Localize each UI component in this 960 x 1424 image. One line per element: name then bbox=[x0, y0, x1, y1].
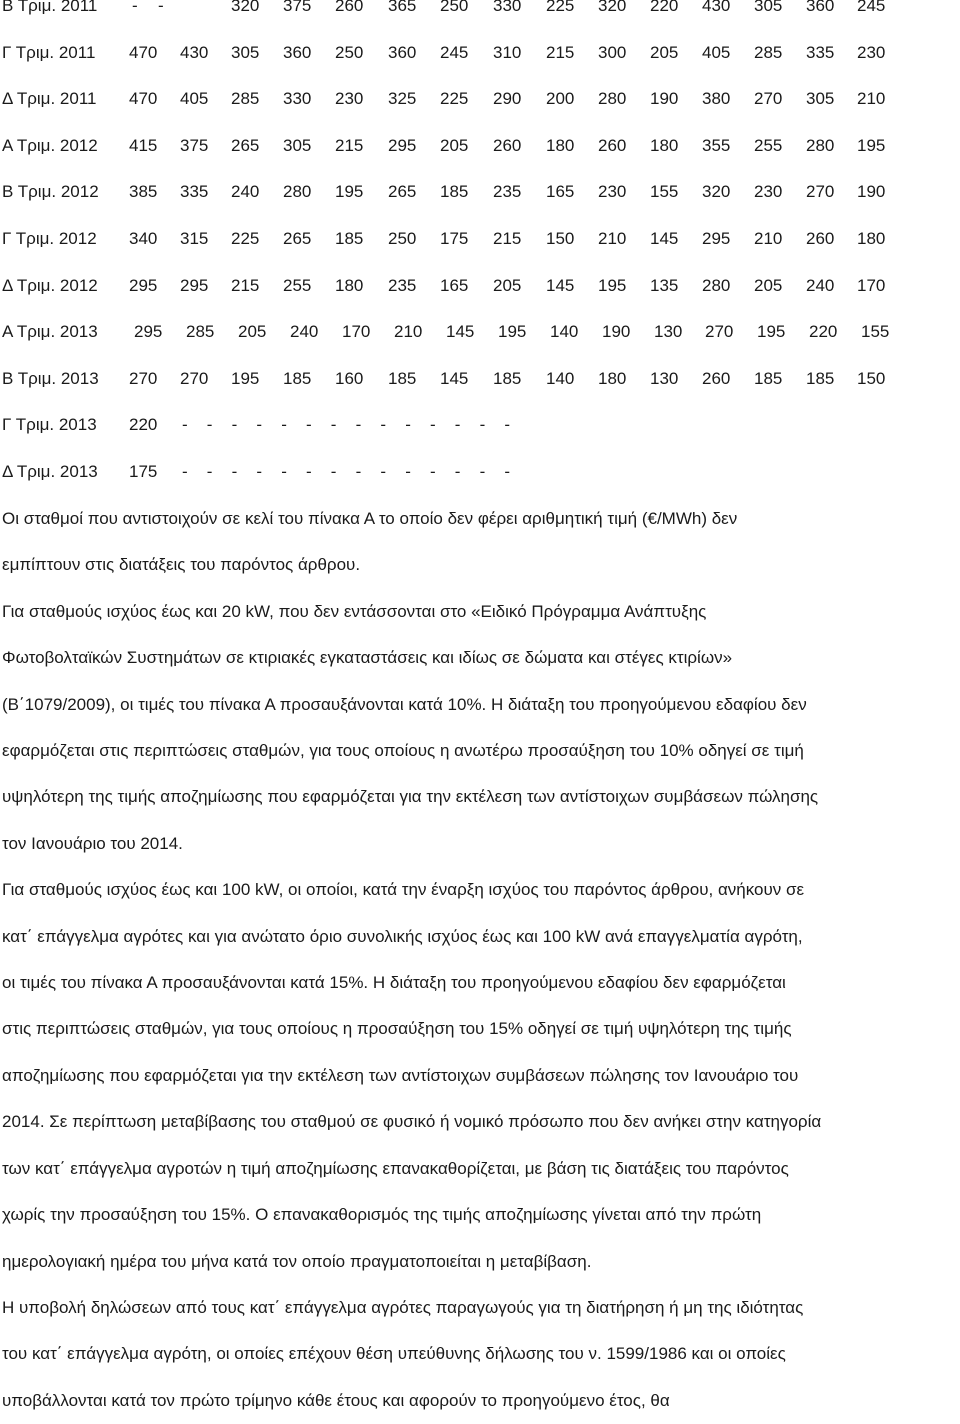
value-cell: 180 bbox=[335, 275, 364, 295]
value-cell: 335 bbox=[806, 42, 835, 62]
value-cell: 260 bbox=[702, 368, 731, 388]
value-cell: - bbox=[256, 462, 263, 481]
value-cell: - bbox=[355, 462, 362, 481]
text-line: 2014. Σε περίπτωση μεταβίβασης του σταθμού σε φυσικό ή νομικό πρόσωπο που δεν ανήκει στην κατηγορία bbox=[2, 1112, 822, 1132]
value-cell: 145 bbox=[446, 322, 475, 342]
value-cell: 225 bbox=[440, 89, 469, 109]
value-cell: 190 bbox=[857, 182, 886, 202]
value-cell: 195 bbox=[335, 182, 364, 202]
table-row bbox=[0, 43, 960, 71]
value-cell: 165 bbox=[546, 182, 575, 202]
value-cell: 320 bbox=[231, 0, 260, 15]
value-cell: 205 bbox=[440, 135, 469, 155]
value-cell: 305 bbox=[754, 0, 783, 15]
table-row bbox=[0, 462, 960, 490]
table-row bbox=[0, 136, 960, 164]
period-cell: Β Τριμ. 2011 bbox=[2, 0, 98, 15]
text-line: Για σταθμούς ισχύος έως και 20 kW, που δεν εντάσσονται στο «Ειδικό Πρόγραμμα Ανάπτυξης bbox=[2, 601, 707, 621]
text-line: εφαρμόζεται στις περιπτώσεις σταθμών, για τους οποίους η ανωτέρω προσαύξηση του 10% οδηγεί σε τιμή bbox=[2, 741, 804, 761]
value-cell: 195 bbox=[231, 368, 260, 388]
body-text bbox=[2, 496, 957, 1424]
value-cell: 140 bbox=[546, 368, 575, 388]
table-row bbox=[0, 322, 960, 350]
value-cell: 185 bbox=[754, 368, 783, 388]
value-cell: 190 bbox=[602, 322, 631, 342]
value-cell: 155 bbox=[650, 182, 679, 202]
value-cell: 270 bbox=[806, 182, 835, 202]
value-cell: 270 bbox=[129, 368, 158, 388]
period-cell: Γ Τριμ. 2011 bbox=[2, 42, 96, 62]
table-row bbox=[0, 89, 960, 117]
value-cell: 295 bbox=[180, 275, 209, 295]
value-cell: 160 bbox=[335, 368, 364, 388]
value-cell: 195 bbox=[757, 322, 786, 342]
text-line: υποβάλλονται κατά τον πρώτο τρίμηνο κάθε έτους και αφορούν το προηγούμενο έτος, θα bbox=[2, 1390, 670, 1410]
value-cell: 130 bbox=[654, 322, 683, 342]
value-cell: 295 bbox=[702, 229, 731, 248]
value-cell: - bbox=[504, 462, 511, 481]
value-cell: 260 bbox=[493, 135, 522, 155]
table-row bbox=[0, 415, 960, 443]
period-cell: Β Τριμ. 2013 bbox=[2, 368, 99, 388]
value-cell: 210 bbox=[394, 322, 423, 342]
value-cell: 430 bbox=[702, 0, 731, 15]
value-cell: 170 bbox=[857, 275, 886, 295]
text-line: αποζημίωσης που εφαρμόζεται για την εκτέλεση των αντίστοιχων συμβάσεων πώλησης τον Ιανουάριο του bbox=[2, 1065, 799, 1085]
value-cell: 470 bbox=[129, 42, 158, 62]
value-cell: 375 bbox=[283, 0, 312, 15]
value-cell: 230 bbox=[598, 182, 627, 202]
value-cell: - bbox=[231, 462, 238, 481]
value-cell: - bbox=[405, 415, 411, 435]
text-line: Φωτοβολταϊκών Συστημάτων σε κτιριακές εγκαταστάσεις και ιδίως σε δώματα και στέγες κτιρίων» bbox=[2, 648, 733, 668]
value-cell: 240 bbox=[290, 322, 319, 342]
text-line: Για σταθμούς ισχύος έως και 100 kW, οι οποίοι, κατά την έναρξη ισχύος του παρόντος άρθρου, ανήκουν σε bbox=[2, 880, 805, 900]
period-cell: Δ Τριμ. 2011 bbox=[2, 89, 97, 109]
value-cell: 240 bbox=[231, 182, 260, 202]
value-cell: 270 bbox=[705, 322, 734, 342]
text-line: Η υποβολή δηλώσεων από τους κατ΄ επάγγελμα αγρότες παραγωγούς για τη διατήρηση ή μη της ιδιότητας bbox=[2, 1297, 804, 1317]
period-cell: Β Τριμ. 2012 bbox=[2, 182, 99, 202]
value-cell: 225 bbox=[231, 229, 260, 248]
value-cell: 195 bbox=[857, 135, 886, 155]
value-cell: 180 bbox=[598, 368, 627, 388]
value-cell: 255 bbox=[754, 135, 783, 155]
value-cell: 225 bbox=[546, 0, 575, 15]
value-cell: - bbox=[454, 415, 461, 435]
value-cell: 230 bbox=[857, 42, 886, 62]
value-cell: 360 bbox=[283, 42, 312, 62]
value-cell: 175 bbox=[129, 462, 158, 481]
value-cell: 295 bbox=[134, 322, 163, 342]
value-cell: 285 bbox=[754, 42, 783, 62]
value-cell: - bbox=[479, 415, 486, 435]
value-cell: - bbox=[281, 462, 287, 481]
value-cell: 205 bbox=[650, 42, 679, 62]
value-cell: 185 bbox=[283, 368, 312, 388]
value-cell: 245 bbox=[857, 0, 886, 15]
value-cell: 280 bbox=[598, 89, 627, 109]
value-cell: 335 bbox=[180, 182, 209, 202]
value-cell: 175 bbox=[440, 229, 469, 248]
value-cell: 185 bbox=[806, 368, 835, 388]
value-cell: 150 bbox=[857, 368, 886, 388]
value-cell: 185 bbox=[493, 368, 522, 388]
value-cell: 310 bbox=[493, 42, 522, 62]
text-line: του κατ΄ επάγγελμα αγρότη, οι οποίες επέχουν θέση υπεύθυνης δήλωσης του ν. 1599/1986 και οι οποίες bbox=[2, 1344, 786, 1364]
value-cell: 290 bbox=[493, 89, 522, 109]
value-cell: 305 bbox=[806, 89, 835, 109]
value-cell: 270 bbox=[180, 368, 209, 388]
value-cell: 220 bbox=[129, 415, 158, 435]
value-cell: 230 bbox=[335, 89, 364, 109]
value-cell: 140 bbox=[550, 322, 579, 342]
value-cell: 215 bbox=[335, 135, 364, 155]
value-cell: 365 bbox=[388, 0, 417, 15]
value-cell: 155 bbox=[861, 322, 890, 342]
value-cell: - bbox=[256, 415, 263, 435]
value-cell: 260 bbox=[806, 229, 835, 248]
value-cell: 265 bbox=[283, 229, 312, 248]
value-cell: 220 bbox=[650, 0, 679, 15]
text-line: οι τιμές του πίνακα Α προσαυξάνονται κατά 15%. Η διάταξη του προηγούμενου εδαφίου δεν εφαρμόζεται bbox=[2, 973, 786, 993]
value-cell: 260 bbox=[598, 135, 627, 155]
value-cell: 315 bbox=[180, 229, 209, 248]
table-row bbox=[0, 0, 960, 24]
value-cell: 210 bbox=[857, 89, 886, 109]
text-line: των κατ΄ επάγγελμα αγροτών η τιμή αποζημίωσης επανακαθορίζεται, με βάση τις διατάξεις του παρόντος bbox=[2, 1158, 789, 1178]
text-line: κατ΄ επάγγελμα αγρότες και για ανώτατο όριο συνολικής ισχύος έως και 100 kW ανά επαγγελματία αγρότη, bbox=[2, 926, 803, 946]
value-cell: 265 bbox=[388, 182, 417, 202]
value-cell: 280 bbox=[702, 275, 731, 295]
value-cell: 145 bbox=[440, 368, 469, 388]
value-cell: 245 bbox=[440, 42, 469, 62]
value-cell: 305 bbox=[283, 135, 312, 155]
value-cell: - bbox=[355, 415, 362, 435]
value-cell: 340 bbox=[129, 229, 158, 248]
value-cell: - bbox=[430, 462, 436, 481]
value-cell: 205 bbox=[754, 275, 783, 295]
table-row bbox=[0, 229, 960, 257]
value-cell: - bbox=[206, 462, 213, 481]
value-cell: 230 bbox=[754, 182, 783, 202]
value-cell: 235 bbox=[388, 275, 417, 295]
table-row bbox=[0, 276, 960, 304]
value-cell: 180 bbox=[546, 135, 575, 155]
value-cell: 265 bbox=[231, 135, 260, 155]
value-cell: 360 bbox=[388, 42, 417, 62]
value-cell: 295 bbox=[388, 135, 417, 155]
value-cell: 150 bbox=[546, 229, 575, 248]
value-cell: - bbox=[306, 462, 312, 481]
value-cell: - bbox=[504, 415, 511, 435]
value-cell: 330 bbox=[493, 0, 522, 15]
value-cell: 360 bbox=[806, 0, 835, 15]
value-cell: 185 bbox=[335, 229, 364, 248]
value-cell: 320 bbox=[598, 0, 627, 15]
value-cell: 200 bbox=[546, 89, 575, 109]
value-cell: 170 bbox=[342, 322, 371, 342]
text-line: Οι σταθμοί που αντιστοιχούν σε κελί του πίνακα Α το οποίο δεν φέρει αριθμητική τιμή (€/MWh) δεν bbox=[2, 509, 738, 528]
text-line: ημερολογιακή ημέρα του μήνα κατά τον οποίο πραγματοποιείται η μεταβίβαση. bbox=[2, 1251, 592, 1271]
value-cell: 205 bbox=[493, 275, 522, 295]
value-cell: 300 bbox=[598, 42, 627, 62]
value-cell: 210 bbox=[754, 229, 783, 248]
value-cell: - bbox=[231, 415, 238, 435]
value-cell: 165 bbox=[440, 275, 469, 295]
text-line: εμπίπτουν στις διατάξεις του παρόντος άρθρου. bbox=[2, 555, 361, 575]
value-cell: 135 bbox=[650, 275, 679, 295]
value-cell: 215 bbox=[546, 42, 575, 62]
value-cell: - bbox=[330, 415, 337, 435]
value-cell: 305 bbox=[231, 42, 260, 62]
value-cell: - bbox=[380, 415, 387, 435]
value-cell: 180 bbox=[650, 135, 679, 155]
period-cell: Α Τριμ. 2012 bbox=[2, 135, 98, 155]
value-cell: - bbox=[306, 415, 312, 435]
value-cell: 430 bbox=[180, 42, 209, 62]
value-cell: 470 bbox=[129, 89, 158, 109]
value-cell: - bbox=[281, 415, 287, 435]
value-cell: - bbox=[454, 462, 461, 481]
period-cell: Δ Τριμ. 2013 bbox=[2, 462, 98, 481]
value-cell: 190 bbox=[650, 89, 679, 109]
value-cell: - bbox=[479, 462, 486, 481]
period-cell: Δ Τριμ. 2012 bbox=[2, 275, 98, 295]
value-cell: 405 bbox=[702, 42, 731, 62]
text-line: στις περιπτώσεις σταθμών, για τους οποίους η προσαύξηση του 15% οδηγεί σε τιμή υψηλότερη της τιμής bbox=[2, 1019, 792, 1039]
value-cell: 250 bbox=[440, 0, 469, 15]
value-cell: 240 bbox=[806, 275, 835, 295]
value-cell: - bbox=[430, 415, 436, 435]
value-cell: - bbox=[380, 462, 387, 481]
value-cell: 145 bbox=[546, 275, 575, 295]
value-cell: 185 bbox=[388, 368, 417, 388]
value-cell: 235 bbox=[493, 182, 522, 202]
value-cell: 220 bbox=[809, 322, 838, 342]
value-cell: - bbox=[330, 462, 337, 481]
value-cell: 250 bbox=[388, 229, 417, 248]
value-cell: 195 bbox=[498, 322, 527, 342]
text-line: χωρίς την προσαύξηση του 15%. Ο επανακαθορισμός της τιμής αποζημίωσης γίνεται από την πρώτη bbox=[2, 1205, 762, 1225]
value-cell: - bbox=[405, 462, 411, 481]
value-cell: 180 bbox=[857, 229, 886, 248]
value-cell: 210 bbox=[598, 229, 627, 248]
value-cell: 375 bbox=[180, 135, 209, 155]
value-cell: 380 bbox=[702, 89, 731, 109]
table-row bbox=[0, 182, 960, 210]
value-cell: 405 bbox=[180, 89, 209, 109]
value-cell: 285 bbox=[186, 322, 215, 342]
text-line: τον Ιανουάριο του 2014. bbox=[2, 833, 183, 853]
value-cell: 130 bbox=[650, 368, 679, 388]
value-cell: 215 bbox=[231, 275, 260, 295]
value-cell: 195 bbox=[598, 275, 627, 295]
value-cell: 215 bbox=[493, 229, 522, 248]
value-cell: 270 bbox=[754, 89, 783, 109]
value-cell: 415 bbox=[129, 135, 158, 155]
value-cell: 330 bbox=[283, 89, 312, 109]
text-line: (Β΄1079/2009), οι τιμές του πίνακα Α προσαυξάνονται κατά 10%. Η διάταξη του προηγούμενου εδαφίου δεν bbox=[2, 694, 807, 714]
value-cell: - bbox=[206, 415, 213, 435]
value-cell: 285 bbox=[231, 89, 260, 109]
value-cell: 325 bbox=[388, 89, 417, 109]
value-cell: 205 bbox=[238, 322, 267, 342]
value-cell: - bbox=[132, 0, 138, 15]
value-cell: 295 bbox=[129, 275, 158, 295]
value-cell: 260 bbox=[335, 0, 364, 15]
value-cell: 385 bbox=[129, 182, 158, 202]
period-cell: Α Τριμ. 2013 bbox=[2, 322, 98, 342]
value-cell: 355 bbox=[702, 135, 731, 155]
value-cell: 280 bbox=[283, 182, 312, 202]
text-line: υψηλότερη της τιμής αποζημίωσης που εφαρμόζεται για την εκτέλεση των αντίστοιχων συμβάσεων πώλησης bbox=[2, 787, 819, 807]
value-cell: - bbox=[158, 0, 164, 15]
value-cell: 250 bbox=[335, 42, 364, 62]
period-cell: Γ Τριμ. 2013 bbox=[2, 415, 97, 435]
period-cell: Γ Τριμ. 2012 bbox=[2, 229, 97, 248]
value-cell: 320 bbox=[702, 182, 731, 202]
value-cell: - bbox=[182, 415, 188, 435]
value-cell: 185 bbox=[440, 182, 469, 202]
table-row bbox=[0, 369, 960, 397]
value-cell: 145 bbox=[650, 229, 679, 248]
value-cell: - bbox=[182, 462, 188, 481]
value-cell: 280 bbox=[806, 135, 835, 155]
value-cell: 255 bbox=[283, 275, 312, 295]
